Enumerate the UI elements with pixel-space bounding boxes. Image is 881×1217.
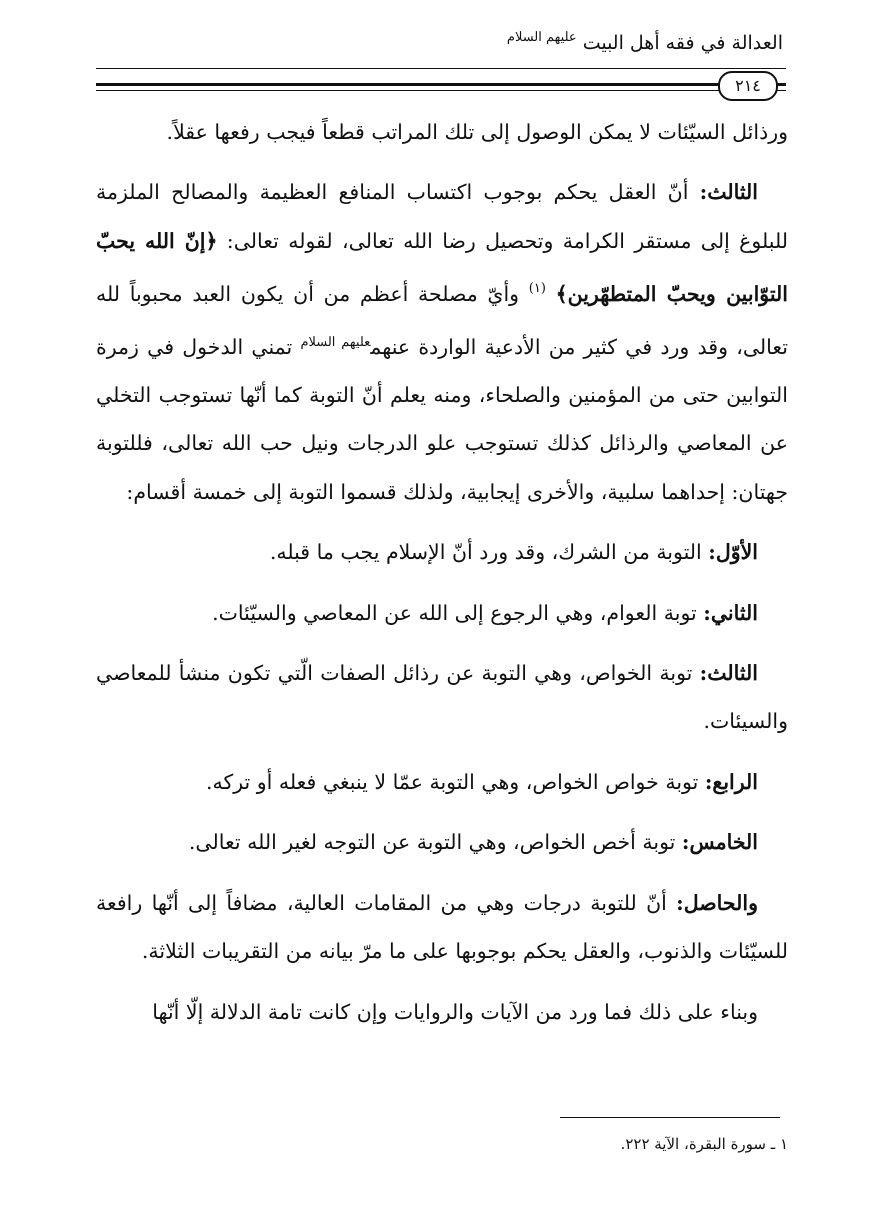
footnote-rule bbox=[560, 1117, 780, 1118]
body-text bbox=[96, 108, 788, 1036]
paragraph-label: الثالث: bbox=[699, 180, 758, 205]
list-item bbox=[96, 649, 788, 746]
paragraph-text: تمني الدخول في زمرة التوابين حتى من المؤمنين والصلحاء، ومنه يعلم أنّ التوبة كما أنّها تستوجب التخلي عن المعاصي والرذائل كذلك تستوجب علو الدرجات ونيل حب الله تعالى، فللتوبة جهتان: إحداهما سلبية، والأخرى إيجابية، ولذلك قسموا التوبة إلى خمسة أقسام: bbox=[96, 334, 788, 504]
honorific-mark: عليهم السلام bbox=[506, 30, 577, 45]
list-item bbox=[96, 818, 788, 866]
list-item bbox=[96, 528, 788, 576]
item-text: توبة خواص الخواص، وهي التوبة عمّا لا ينبغي فعله أو تركه. bbox=[205, 769, 705, 794]
page-number: ٢١٤ bbox=[718, 71, 778, 101]
book-title: العدالة في فقه أهل البيت bbox=[582, 32, 783, 54]
list-item bbox=[96, 589, 788, 637]
paragraph-continuation: ورذائل السيّئات لا يمكن الوصول إلى تلك المراتب قطعاً فيجب رفعها عقلاً. bbox=[166, 120, 788, 144]
item-label: الرابع: bbox=[704, 769, 758, 794]
footnote: ١ ـ سورة البقرة، الآية ٢٢٢. bbox=[620, 1135, 788, 1153]
paragraph-text: أنّ العقل يحكم بوجوب اكتساب المنافع العظيمة والمصالح الملزمة للبلوغ إلى مستقر الكرامة وتحصيل رضا الله تعالى، لقوله تعالى: bbox=[96, 180, 788, 253]
item-label: الأوّل: bbox=[708, 540, 758, 565]
header-rule-thick bbox=[96, 83, 786, 86]
header-rule-top bbox=[96, 68, 786, 69]
item-text: توبة الخواص، وهي التوبة عن رذائل الصفات الّتي تكون منشأ للمعاصي والسيئات. bbox=[96, 661, 788, 734]
item-label: الخامس: bbox=[681, 830, 758, 855]
paragraph-third-reason bbox=[96, 168, 788, 516]
item-label: الثالث: bbox=[699, 661, 758, 686]
item-label: الثاني: bbox=[703, 600, 758, 625]
paragraph-label: والحاصل: bbox=[676, 890, 758, 915]
honorific-mark: عليهم السلام bbox=[300, 334, 371, 350]
footnote-reference: (١) bbox=[528, 281, 546, 297]
paragraph-last: وبناء على ذلك فما ورد من الآيات والروايات وإن كانت تامة الدلالة إلّا أنّها bbox=[152, 999, 758, 1024]
running-header bbox=[507, 30, 783, 54]
header-rule-bottom bbox=[96, 90, 786, 91]
quran-verse: ﴿إنّ الله يحبّ التوّابين ويحبّ المتطهّرين﴾ bbox=[96, 228, 788, 307]
paragraph-text: أنّ للتوبة درجات وهي من المقامات العالية، مضافاً إلى أنّها رافعة للسيّئات والذنوب، والعقل يحكم بوجوبها على ما مرّ بيانه من التقريبات الثلاثة. bbox=[96, 890, 788, 964]
paragraph-text: وأيّ مصلحة أعظم من أن يكون العبد محبوباً لله تعالى، وقد ورد في كثير من الأدعية الواردة عنهم bbox=[96, 282, 788, 359]
paragraph-summary bbox=[96, 879, 788, 976]
list-item bbox=[96, 758, 788, 806]
item-text: توبة العوام، وهي الرجوع إلى الله عن المعاصي والسيّئات. bbox=[212, 600, 704, 625]
item-text: التوبة من الشرك، وقد ورد أنّ الإسلام يجب ما قبله. bbox=[269, 540, 709, 565]
item-text: توبة أخص الخواص، وهي التوبة عن التوجه لغير الله تعالى. bbox=[188, 830, 682, 855]
